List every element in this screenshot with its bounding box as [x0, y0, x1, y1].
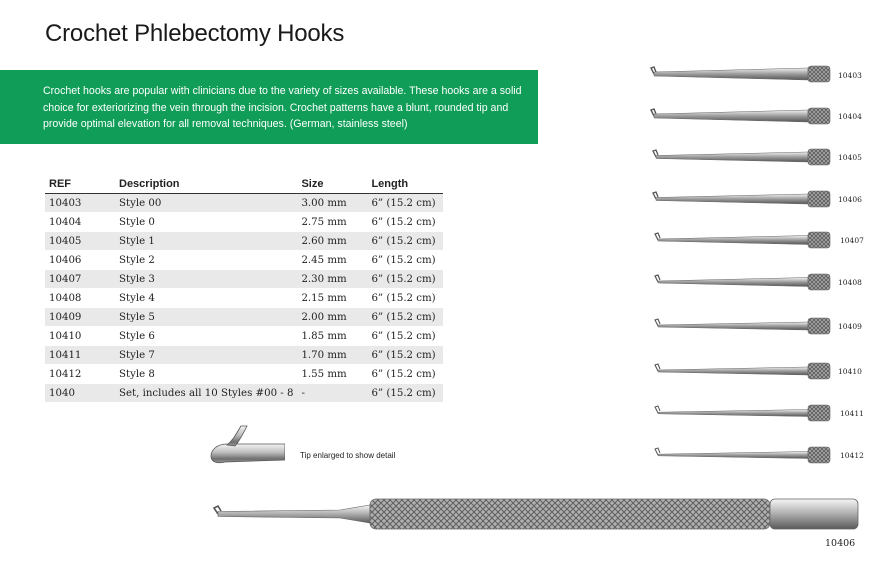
table-row — [45, 384, 443, 403]
cell-ref: 10405 — [45, 232, 115, 251]
description-text: Crochet hooks are popular with clinicians due to the variety of sizes available. These hooks are a solid choice for exteriorizing the vein through the incision. Crochet patterns have a blunt, rounded tip and provide optimal elevation for all removal techniques. (German, stainless steel) — [43, 85, 522, 130]
cell-description: Style 3 — [115, 270, 297, 289]
cell-ref: 10412 — [45, 365, 115, 384]
hook-image-10411 — [652, 401, 833, 425]
cell-length: 6” (15.2 cm) — [367, 251, 443, 270]
cell-ref: 10410 — [45, 327, 115, 346]
header-length: Length — [367, 177, 443, 194]
cell-length: 6” (15.2 cm) — [367, 308, 443, 327]
hook-label: 10409 — [838, 322, 862, 331]
cell-ref: 10406 — [45, 251, 115, 270]
hook-image-10407 — [652, 228, 833, 252]
header-description: Description — [115, 177, 297, 194]
cell-size: 2.00 mm — [297, 308, 367, 327]
table-row — [45, 308, 443, 327]
cell-size: 1.85 mm — [297, 327, 367, 346]
cell-ref: 1040 — [45, 384, 115, 403]
hook-image-10410 — [652, 359, 833, 383]
header-ref: REF — [45, 177, 115, 194]
page-title: Crochet Phlebectomy Hooks — [45, 20, 345, 47]
cell-length: 6” (15.2 cm) — [367, 289, 443, 308]
cell-ref: 10408 — [45, 289, 115, 308]
hook-label: 10410 — [838, 367, 862, 376]
cell-size: 2.60 mm — [297, 232, 367, 251]
cell-description: Style 1 — [115, 232, 297, 251]
header-size: Size — [297, 177, 367, 194]
cell-size: 2.15 mm — [297, 289, 367, 308]
cell-length: 6” (15.2 cm) — [367, 365, 443, 384]
hook-label: 10411 — [840, 409, 864, 418]
hook-label: 10407 — [840, 236, 864, 245]
cell-size: - — [297, 384, 367, 403]
hook-image-10406 — [650, 187, 833, 211]
hook-label: 10412 — [840, 451, 864, 460]
hook-label: 10405 — [838, 153, 862, 162]
hook-label: 10408 — [838, 278, 862, 287]
hook-label: 10403 — [838, 71, 862, 80]
cell-description: Style 7 — [115, 346, 297, 365]
hook-image-10404 — [648, 104, 833, 128]
cell-description: Style 6 — [115, 327, 297, 346]
cell-size: 3.00 mm — [297, 194, 367, 213]
cell-ref: 10411 — [45, 346, 115, 365]
cell-description: Style 4 — [115, 289, 297, 308]
featured-hook-image — [210, 494, 862, 534]
cell-description: Style 8 — [115, 365, 297, 384]
table-header-row — [45, 177, 443, 194]
product-table — [45, 177, 443, 403]
featured-hook-label: 10406 — [825, 538, 856, 549]
cell-size: 2.45 mm — [297, 251, 367, 270]
cell-length: 6” (15.2 cm) — [367, 213, 443, 232]
cell-length: 6” (15.2 cm) — [367, 346, 443, 365]
cell-length: 6” (15.2 cm) — [367, 194, 443, 213]
cell-ref: 10409 — [45, 308, 115, 327]
cell-size: 2.75 mm — [297, 213, 367, 232]
hook-image-10409 — [652, 314, 833, 338]
tip-caption: Tip enlarged to show detail — [300, 451, 396, 460]
table-row — [45, 270, 443, 289]
hook-image-10405 — [650, 145, 833, 169]
hook-label: 10406 — [838, 195, 862, 204]
hook-label: 10404 — [838, 112, 862, 121]
table-row — [45, 232, 443, 251]
cell-size: 1.55 mm — [297, 365, 367, 384]
table-row — [45, 289, 443, 308]
table-row — [45, 346, 443, 365]
description-banner — [0, 70, 538, 144]
hook-image-10408 — [652, 270, 833, 294]
cell-description: Style 00 — [115, 194, 297, 213]
cell-description: Style 5 — [115, 308, 297, 327]
cell-description: Set, includes all 10 Styles #00 - 8 — [115, 384, 297, 403]
table-row — [45, 327, 443, 346]
cell-ref: 10403 — [45, 194, 115, 213]
cell-description: Style 0 — [115, 213, 297, 232]
cell-size: 2.30 mm — [297, 270, 367, 289]
cell-length: 6” (15.2 cm) — [367, 384, 443, 403]
cell-ref: 10407 — [45, 270, 115, 289]
table-row — [45, 213, 443, 232]
cell-ref: 10404 — [45, 213, 115, 232]
hook-image-10403 — [648, 62, 833, 86]
cell-size: 1.70 mm — [297, 346, 367, 365]
cell-length: 6” (15.2 cm) — [367, 270, 443, 289]
hook-image-10412 — [652, 443, 833, 467]
table-row — [45, 194, 443, 213]
cell-length: 6” (15.2 cm) — [367, 327, 443, 346]
hook-tip-enlarged-image — [205, 420, 285, 468]
table-row — [45, 365, 443, 384]
cell-description: Style 2 — [115, 251, 297, 270]
table-row — [45, 251, 443, 270]
cell-length: 6” (15.2 cm) — [367, 232, 443, 251]
